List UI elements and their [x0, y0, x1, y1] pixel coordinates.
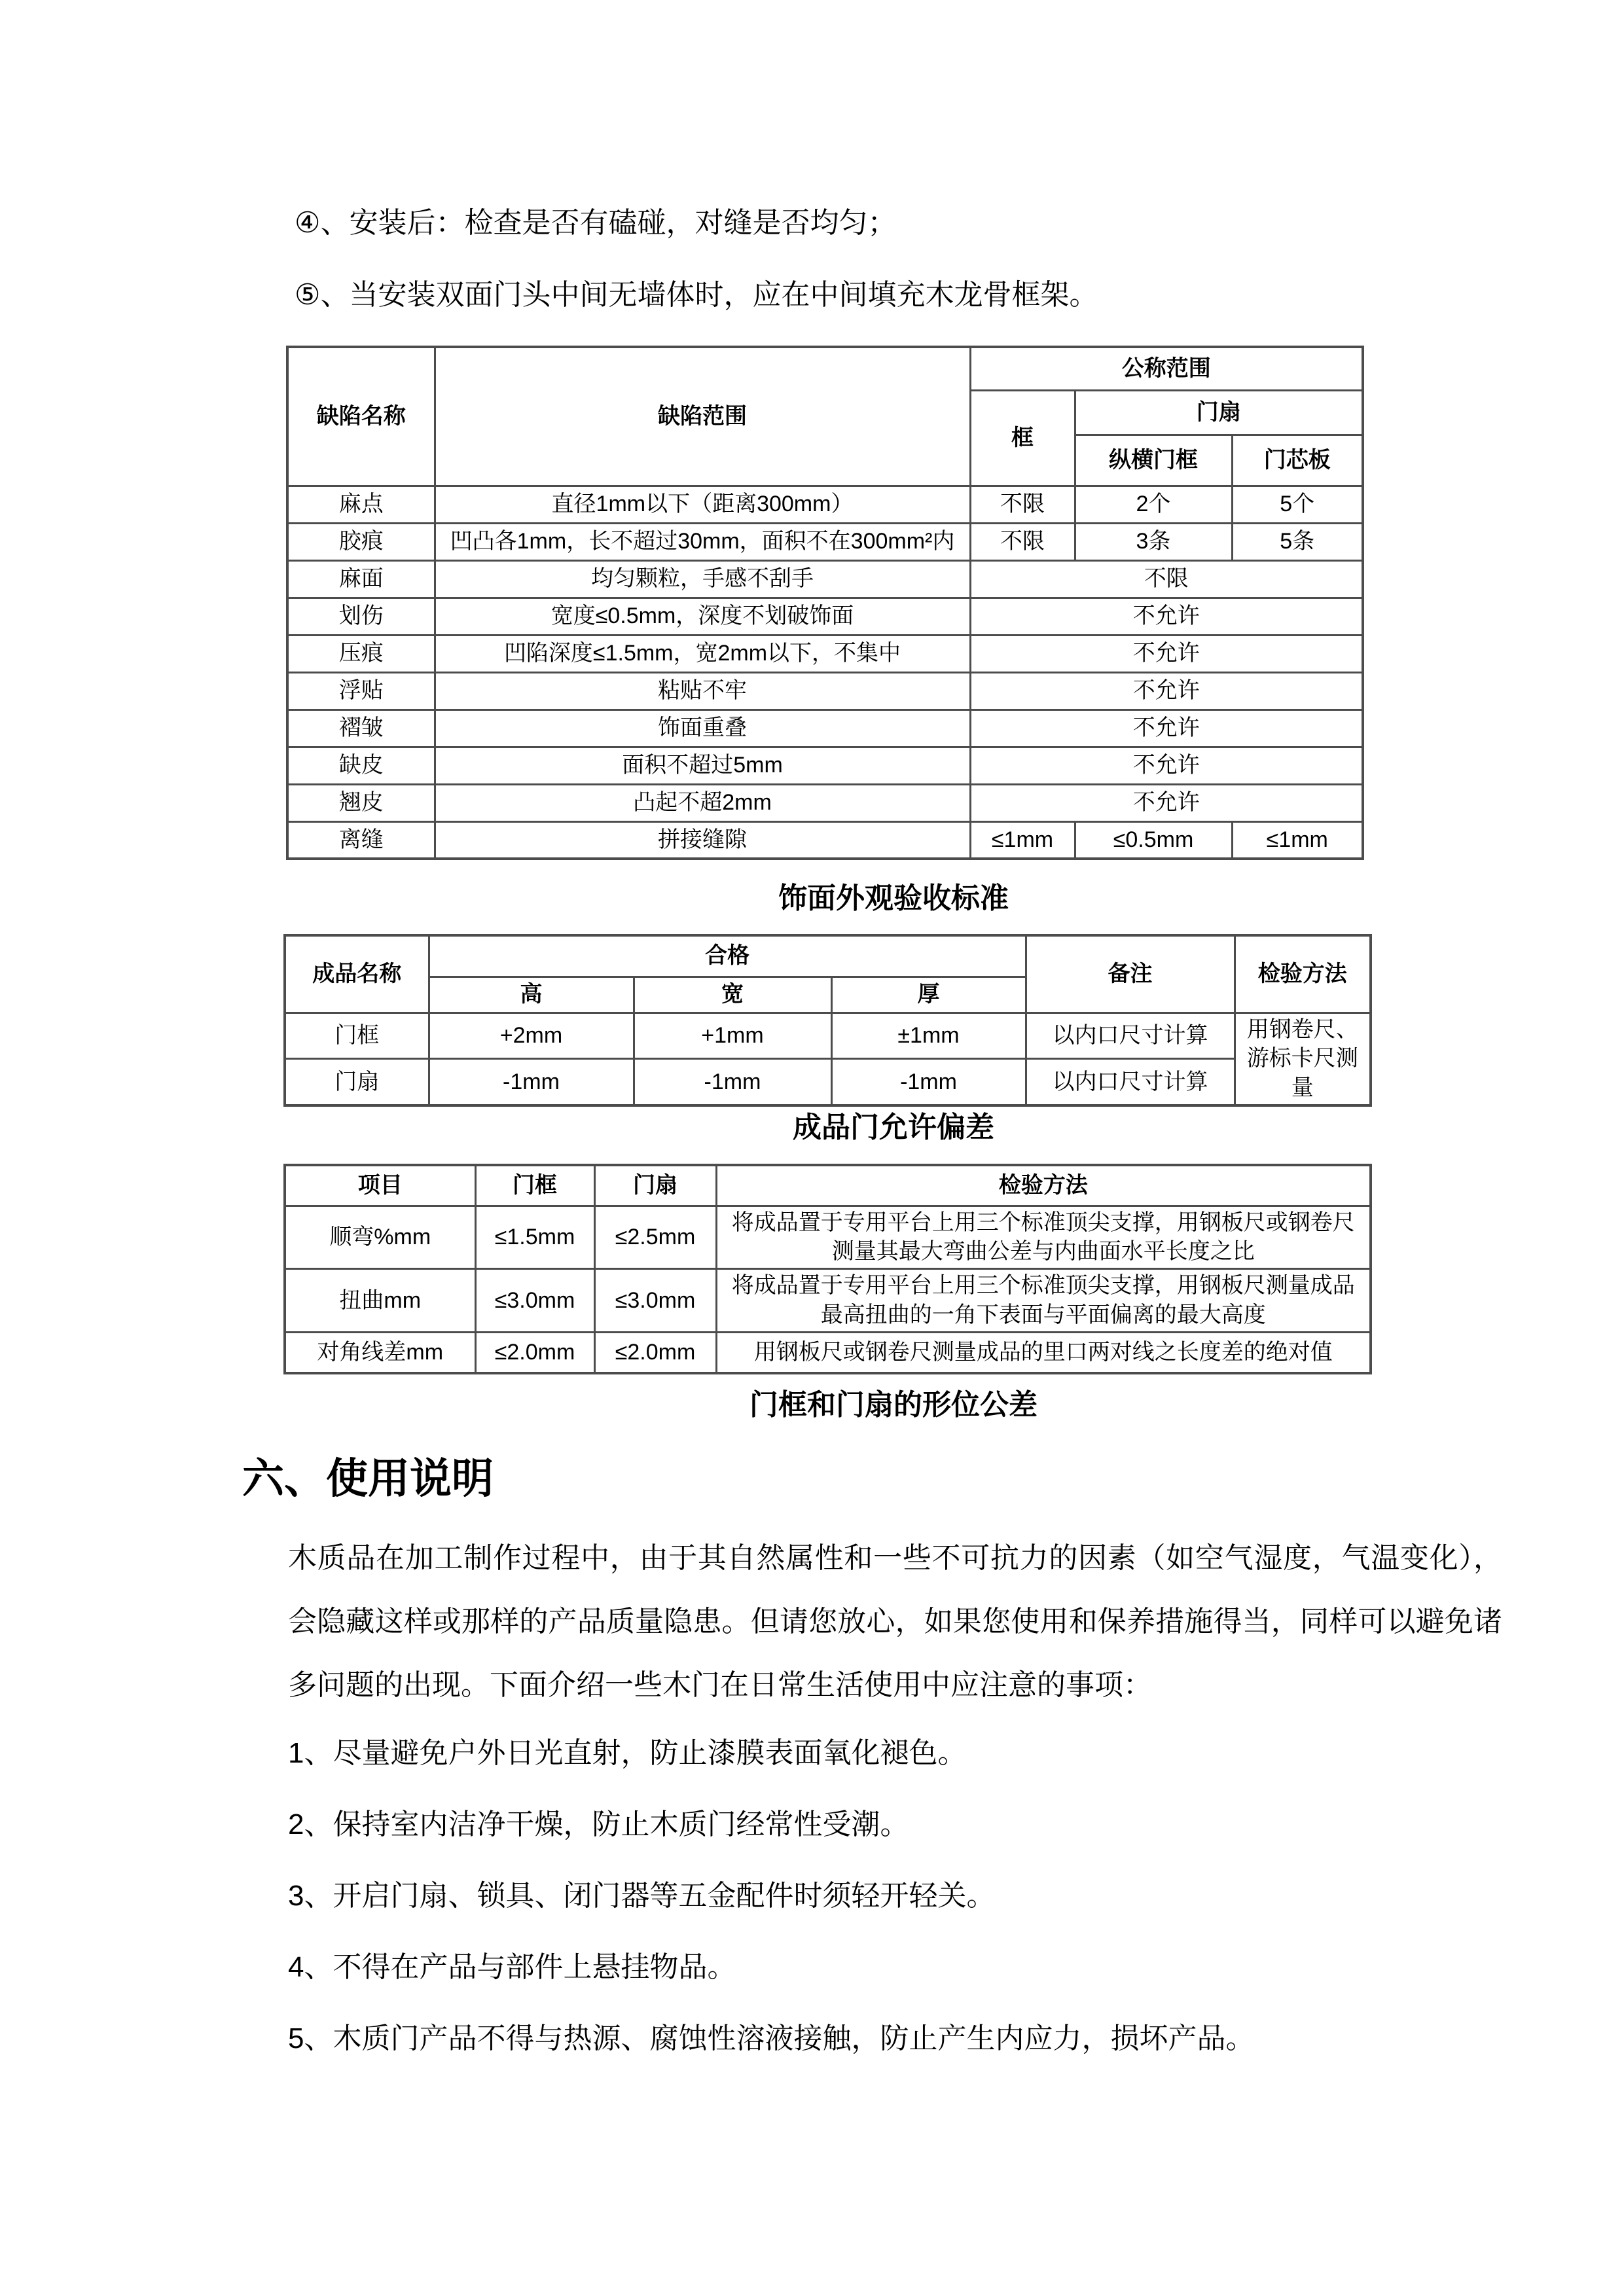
table-cell: 麻面: [287, 560, 435, 598]
table-row: [287, 598, 1363, 635]
col-header-product-name: 成品名称: [285, 935, 429, 1013]
table-cell: 面积不超过5mm: [435, 747, 970, 784]
col-header-height: 高: [429, 977, 634, 1013]
section-heading: 六、使用说明: [242, 1455, 494, 1502]
table-cell: -1mm: [634, 1058, 831, 1105]
table-cell: 门框: [285, 1013, 429, 1058]
table-cell: +1mm: [634, 1013, 831, 1058]
table-row: [287, 523, 1363, 560]
col-header-method: 检验方法: [1235, 935, 1371, 1013]
table-cell: ≤2.0mm: [594, 1333, 716, 1373]
table-cell: 5条: [1232, 523, 1363, 560]
col-header-test-method: 检验方法: [716, 1165, 1371, 1206]
col-header-door-leaf: 门扇: [594, 1165, 716, 1206]
table-cell: 不限: [970, 486, 1075, 523]
table-cell: 粘贴不牢: [435, 672, 970, 709]
table-cell: 均匀颗粒，手感不刮手: [435, 560, 970, 598]
table-cell: 划伤: [287, 598, 435, 635]
table-row: [285, 1058, 1371, 1105]
table-cell: 不允许: [970, 784, 1363, 821]
table-cell: 拼接缝隙: [435, 821, 970, 859]
table-cell: 离缝: [287, 821, 435, 859]
col-header-frame: 框: [970, 390, 1075, 486]
table-cell: 扭曲mm: [285, 1269, 475, 1333]
table-cell: 不允许: [970, 635, 1363, 672]
table-row: [287, 821, 1363, 859]
table-cell: 麻点: [287, 486, 435, 523]
table-cell: ≤1.5mm: [475, 1206, 594, 1269]
table-cell: 褶皱: [287, 709, 435, 747]
table-cell: +2mm: [429, 1013, 634, 1058]
usage-item-4: 4、不得在产品与部件上悬挂物品。: [288, 1951, 736, 1983]
table-row: [285, 1269, 1371, 1333]
col-header-remark: 备注: [1026, 935, 1235, 1013]
table-cell: ≤3.0mm: [594, 1269, 716, 1333]
col-header-item: 项目: [285, 1165, 475, 1206]
col-header-qualified: 合格: [429, 935, 1026, 977]
usage-paragraph: 木质品在加工制作过程中，由于其自然属性和一些不可抗力的因素（如空气湿度，气温变化），会隐藏这样或那样的产品质量隐患。但请您放心，如果您使用和保养措施得当，同样可以避免诸多问题的出现。下面介绍一些木门在日常生活使用中应注意的事项：: [288, 1542, 1502, 1701]
table-row: [287, 672, 1363, 709]
table-cell: 门扇: [285, 1058, 429, 1105]
col-header-door-frame: 门框: [475, 1165, 594, 1206]
table-row: [285, 1206, 1371, 1269]
col-header-defect-range: 缺陷范围: [435, 347, 970, 486]
table-cell: -1mm: [429, 1058, 634, 1105]
finished-door-tolerance-table: [283, 934, 1372, 1107]
usage-list: [288, 1734, 1532, 2091]
table-row: [287, 784, 1363, 821]
table-cell: 2个: [1075, 486, 1232, 523]
usage-item-5: 5、木质门产品不得与热源、腐蚀性溶液接触，防止产生内应力，损坏产品。: [288, 2022, 1255, 2054]
col-header-thickness: 厚: [831, 977, 1026, 1013]
table-cell: 不允许: [970, 598, 1363, 635]
table-cell: 饰面重叠: [435, 709, 970, 747]
table-cell: 不允许: [970, 672, 1363, 709]
col-header-nominal-range: 公称范围: [970, 347, 1363, 390]
table-cell: ≤2.0mm: [475, 1333, 594, 1373]
table-cell: 不允许: [970, 747, 1363, 784]
table-caption-finish-appearance: 饰面外观验收标准: [778, 882, 1009, 914]
table-cell: 3条: [1075, 523, 1232, 560]
table-cell: ≤0.5mm: [1075, 821, 1232, 859]
finish-appearance-table: [286, 346, 1364, 860]
table-cell: 不允许: [970, 709, 1363, 747]
table-cell: 不限: [970, 560, 1363, 598]
table-row: [287, 635, 1363, 672]
table-cell: 缺皮: [287, 747, 435, 784]
table-caption-door-tolerance: 成品门允许偏差: [793, 1111, 994, 1143]
table-cell: ±1mm: [831, 1013, 1026, 1058]
install-note-4: ④、安装后：检查是否有磕碰，对缝是否均匀；: [295, 207, 897, 239]
col-header-door-leaf: 门扇: [1075, 390, 1363, 435]
table-cell: 顺弯%mm: [285, 1206, 475, 1269]
table-cell: ≤3.0mm: [475, 1269, 594, 1333]
table-cell: 凸起不超2mm: [435, 784, 970, 821]
table-cell: 浮贴: [287, 672, 435, 709]
shape-position-tolerance-table: [283, 1164, 1372, 1374]
table-cell: 以内口尺寸计算: [1026, 1058, 1235, 1105]
col-header-vh-frame: 纵横门框: [1075, 435, 1232, 486]
usage-item-2: 2、保持室内洁净干燥，防止木质门经常性受潮。: [288, 1808, 909, 1840]
table-cell: 凹凸各1mm，长不超过30mm，面积不在300mm²内: [435, 523, 970, 560]
table-row: [285, 1333, 1371, 1373]
table-cell: 直径1mm以下（距离300mm）: [435, 486, 970, 523]
col-header-core-board: 门芯板: [1232, 435, 1363, 486]
table-cell: 将成品置于专用平台上用三个标准顶尖支撑，用钢板尺测量成品最高扭曲的一角下表面与平面偏离的最大高度: [716, 1269, 1371, 1333]
table-cell: 将成品置于专用平台上用三个标准顶尖支撑，用钢板尺或钢卷尺测量其最大弯曲公差与内曲面水平长度之比: [716, 1206, 1371, 1269]
table-cell: -1mm: [831, 1058, 1026, 1105]
table-cell: 宽度≤0.5mm，深度不划破饰面: [435, 598, 970, 635]
usage-item-1: 1、尽量避免户外日光直射，防止漆膜表面氧化褪色。: [288, 1737, 967, 1769]
table-cell: 胶痕: [287, 523, 435, 560]
usage-item-3: 3、开启门扇、锁具、闭门器等五金配件时须轻开轻关。: [288, 1880, 996, 1912]
table-row: [285, 1013, 1371, 1058]
col-header-width: 宽: [634, 977, 831, 1013]
table-cell: 凹陷深度≤1.5mm，宽2mm以下，不集中: [435, 635, 970, 672]
col-header-defect-name: 缺陷名称: [287, 347, 435, 486]
table-row: [287, 709, 1363, 747]
table-cell: 压痕: [287, 635, 435, 672]
table-cell: 不限: [970, 523, 1075, 560]
table-cell: ≤1mm: [1232, 821, 1363, 859]
table-cell: 用钢卷尺、游标卡尺测量: [1235, 1013, 1371, 1105]
table-cell: ≤2.5mm: [594, 1206, 716, 1269]
table-row: [287, 747, 1363, 784]
table-row: [287, 486, 1363, 523]
table-cell: 5个: [1232, 486, 1363, 523]
table-cell: 对角线差mm: [285, 1333, 475, 1373]
table-row: [287, 560, 1363, 598]
table-cell: 以内口尺寸计算: [1026, 1013, 1235, 1058]
table-caption-shape-position: 门框和门扇的形位公差: [749, 1389, 1038, 1421]
table-cell: ≤1mm: [970, 821, 1075, 859]
table-cell: 翘皮: [287, 784, 435, 821]
install-note-5: ⑤、当安装双面门头中间无墙体时，应在中间填充木龙骨框架。: [295, 279, 1098, 311]
table-cell: 用钢板尺或钢卷尺测量成品的里口两对线之长度差的绝对值: [716, 1333, 1371, 1373]
